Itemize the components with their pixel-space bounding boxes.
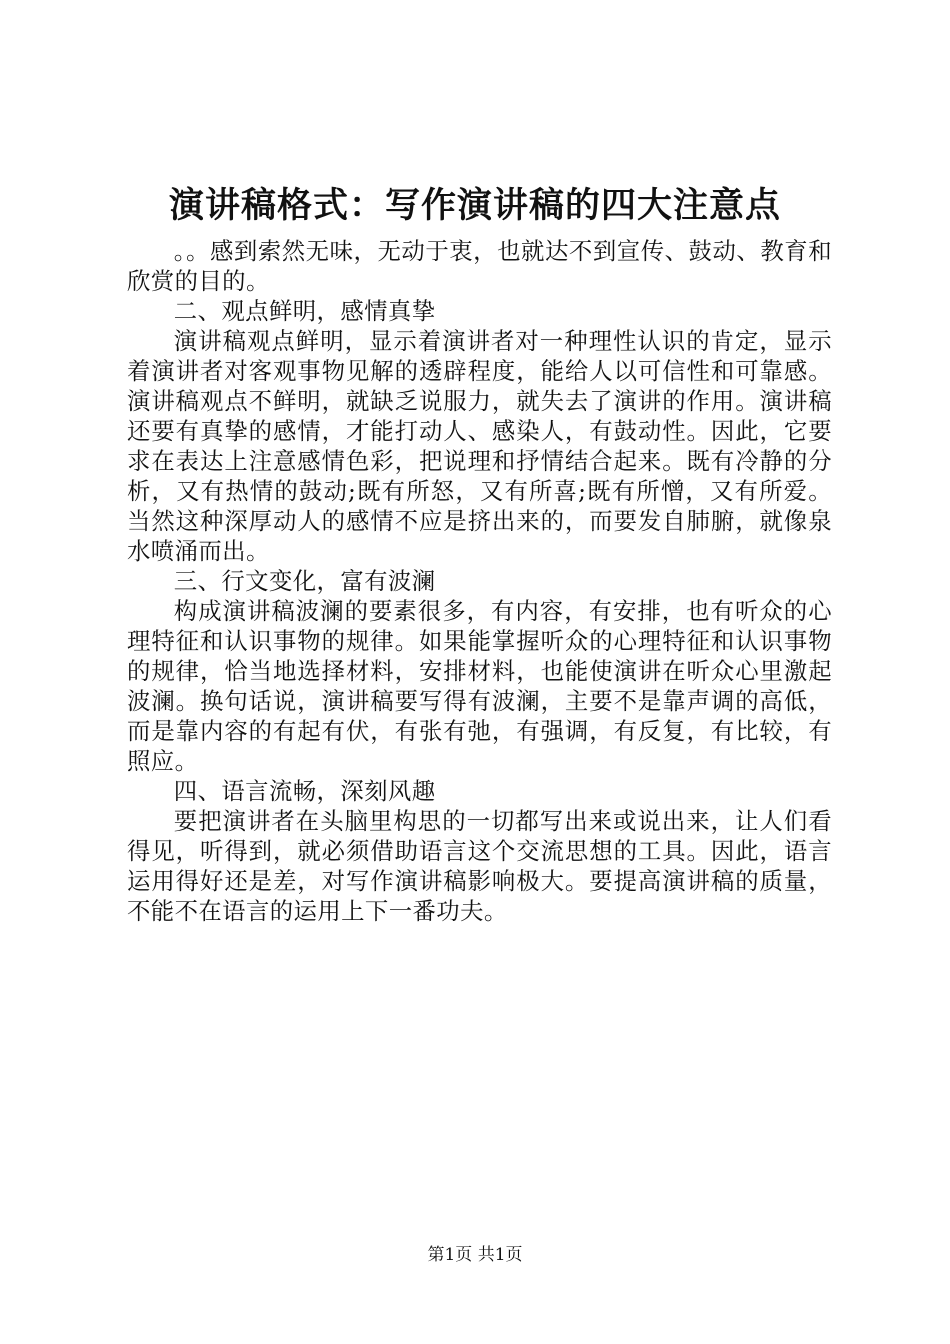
section-heading-2: 二、观点鲜明，感情真挚 [173,297,436,325]
document-body [127,236,832,926]
paragraph-section-4: 要把演讲者在头脑里构思的一切都写出来或说出来，让人们看得见，听得到，就必须借助语言这个交流思想的工具。因此，语言运用得好还是差，对写作演讲稿影响极大。要提高演讲稿的质量，不能不在语言的运用上下一番功夫。 [127,807,832,925]
paragraph-section-2: 演讲稿观点鲜明，显示着演讲者对一种理性认识的肯定，显示着演讲者对客观事物见解的透辟程度，能给人以可信性和可靠感。演讲稿观点不鲜明，就缺乏说服力，就失去了演讲的作用。演讲稿还要有真挚的感情，才能打动人、感染人，有鼓动性。因此，它要求在表达上注意感情色彩，把说理和抒情结合起来。既有冷静的分析，又有热情的鼓动;既有所怒，又有所喜;既有所憎，又有所爱。当然这种深厚动人的感情不应是挤出来的，而要发自肺腑，就像泉水喷涌而出。 [127,327,832,565]
section-heading-3: 三、行文变化，富有波澜 [173,567,436,595]
section-heading-4: 四、语言流畅，深刻风趣 [173,777,436,805]
paragraph-section-3: 构成演讲稿波澜的要素很多，有内容，有安排，也有听众的心理特征和认识事物的规律。如果能掌握听众的心理特征和认识事物的规律，恰当地选择材料，安排材料，也能使演讲在听众心里激起波澜。换句话说，演讲稿要写得有波澜，主要不是靠声调的高低，而是靠内容的有起有伏，有张有弛，有强调，有反复，有比较，有照应。 [127,597,832,775]
page-number-footer: 第1页 共1页 [427,1245,523,1265]
document-title: 演讲稿格式：写作演讲稿的四大注意点 [168,185,781,226]
paragraph-intro: 。。感到索然无味，无动于衷，也就达不到宣传、鼓动、教育和欣赏的目的。 [127,237,832,295]
